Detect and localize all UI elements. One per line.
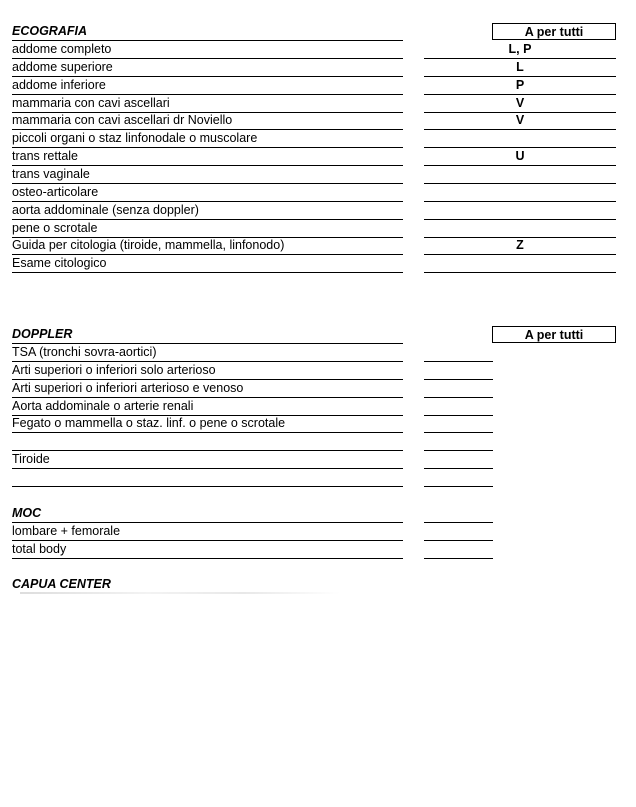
faded-line — [20, 592, 340, 594]
ecografia-row-code — [424, 202, 616, 220]
ecografia-row-label: addome completo — [12, 41, 403, 59]
ecografia-row-label: piccoli organi o staz linfonodale o muscolare — [12, 130, 403, 148]
ecografia-row-code: L — [424, 59, 616, 77]
ecografia-row-code — [424, 255, 616, 273]
ecografia-header: A per tutti — [492, 23, 616, 40]
ecografia-row-code — [424, 130, 616, 148]
moc-title: MOC — [12, 505, 403, 523]
ecografia-row-label: mammaria con cavi ascellari — [12, 95, 403, 113]
ecografia-row-code: V — [424, 112, 616, 130]
doppler-row-code — [424, 398, 493, 416]
ecografia-row-label: mammaria con cavi ascellari dr Noviello — [12, 112, 403, 130]
doppler-row-code — [424, 380, 493, 398]
moc-title-code — [424, 505, 493, 523]
ecografia-row-code: Z — [424, 237, 616, 255]
doppler-row-label: Arti superiori o inferiori solo arterioso — [12, 362, 403, 380]
doppler-row-code — [424, 451, 493, 469]
ecografia-row-label: osteo-articolare — [12, 184, 403, 202]
doppler-header: A per tutti — [492, 326, 616, 343]
ecografia-row-label: addome superiore — [12, 59, 403, 77]
doppler-row-label — [12, 469, 403, 487]
doppler-row-label — [12, 433, 403, 451]
ecografia-row-code: V — [424, 95, 616, 113]
ecografia-row-label: pene o scrotale — [12, 220, 403, 238]
moc-row-label: lombare + femorale — [12, 523, 403, 541]
doppler-row-code — [424, 344, 493, 362]
moc-row-label: total body — [12, 541, 403, 559]
ecografia-row-label: Guida per citologia (tiroide, mammella, linfonodo) — [12, 237, 403, 255]
ecografia-row-code — [424, 220, 616, 238]
ecografia-row-label: Esame citologico — [12, 255, 403, 273]
doppler-title: DOPPLER — [12, 326, 403, 344]
doppler-row-code — [424, 362, 493, 380]
ecografia-row-label: trans rettale — [12, 148, 403, 166]
ecografia-row-code: L, P — [424, 41, 616, 59]
doppler-row-label: Fegato o mammella o staz. linf. o pene o scrotale — [12, 415, 403, 433]
ecografia-row-code — [424, 184, 616, 202]
doppler-row-code — [424, 469, 493, 487]
doppler-row-label: TSA (tronchi sovra-aortici) — [12, 344, 403, 362]
ecografia-row-code — [424, 166, 616, 184]
ecografia-row-label: addome inferiore — [12, 77, 403, 95]
ecografia-row-code: P — [424, 77, 616, 95]
doppler-row-code — [424, 433, 493, 451]
capua-title: CAPUA CENTER — [12, 577, 111, 591]
ecografia-title: ECOGRAFIA — [12, 23, 403, 41]
doppler-row-label: Tiroide — [12, 451, 403, 469]
doppler-row-label: Arti superiori o inferiori arterioso e venoso — [12, 380, 403, 398]
doppler-row-label: Aorta addominale o arterie renali — [12, 398, 403, 416]
ecografia-row-label: aorta addominale (senza doppler) — [12, 202, 403, 220]
moc-row-code — [424, 541, 493, 559]
doppler-row-code — [424, 415, 493, 433]
moc-row-code — [424, 523, 493, 541]
ecografia-row-label: trans vaginale — [12, 166, 403, 184]
ecografia-row-code: U — [424, 148, 616, 166]
